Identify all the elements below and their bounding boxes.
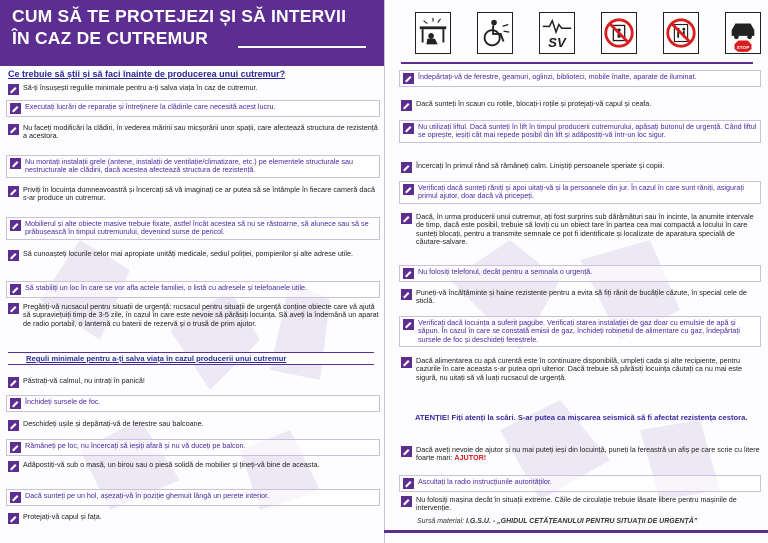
list-item <box>8 124 380 141</box>
pencil-check-icon <box>403 319 414 330</box>
item-text: Deschideți ușile și depărtați-vă de ferestre sau balcoane. <box>23 419 204 428</box>
list-item <box>401 357 761 382</box>
pencil-check-icon <box>8 250 19 261</box>
item-text: Nu faceți modificări la clădiri, în vederea măririi sau micșorării unor spații, care afectează structura de rezistență a acestora. <box>23 123 378 141</box>
pencil-check-icon <box>401 162 412 173</box>
pencil-check-icon <box>8 420 19 431</box>
warning-note: ATENȚIE! Fiți atenți la scări. S-ar putea ca mișcarea seismică să fi afectat rezistența cestora. <box>415 413 748 422</box>
pencil-check-icon <box>8 303 19 314</box>
item-text: Să stabiliți un loc în care se vor afla actele familiei, o listă cu adresele și telefoanele utile. <box>25 283 308 292</box>
right-column <box>384 0 768 543</box>
pencil-check-icon <box>10 220 21 231</box>
title-banner <box>0 0 384 66</box>
item-text: Nu utilizați liftul. Dacă sunteți în lift în timpul producerii cutremurului, apăsați butonul de urgență. Când liftul se oprește, ieșiți cât mai repede posibil din lift și adăpostiți-vă într-un loc sigur. <box>418 122 757 140</box>
item-text: Ascultați la radio instrucțiunile autorităților. <box>418 477 552 486</box>
source-note <box>417 518 697 525</box>
list-item <box>399 70 761 87</box>
stop-label: STOP <box>736 46 750 52</box>
pencil-check-icon <box>10 492 21 503</box>
pencil-check-icon <box>10 398 21 409</box>
item-text: Nu montați instalații grele (antene, instalații de ventilație/climatizare, etc.) pe elementele structurale sau nestructurale ale clădirii, dacă acestea afectează structura de rezistență. <box>25 157 353 175</box>
pencil-check-icon <box>401 446 412 457</box>
item-text: Verificați dacă locuința a suferit pagube. Verificați starea instalației de gaz doar cu emulsie de apă și săpun. În cazul în care se constată emisii de gaz, închideți robinetul de alimentare cu gaz, îndepărtați sursele de foc și deschideți ferestrele. <box>418 318 741 344</box>
list-item <box>399 475 761 492</box>
list-item <box>399 265 761 282</box>
list-item <box>6 395 380 412</box>
list-item <box>8 420 380 431</box>
sv-label: SV <box>548 35 566 51</box>
item-text: Mobilierul și alte obiecte masive trebuie fixate, astfel încât acestea să nu se răstoarne, să alunece sau să se prăbușească în timpul cutremurului, devenind surse de pericol. <box>25 219 369 237</box>
sub-heading-during: Reguli minimale pentru a-ți salva viața în cazul producerii unui cutremur <box>8 352 374 365</box>
divider <box>401 62 753 64</box>
pencil-check-icon <box>401 496 412 507</box>
list-item <box>401 162 761 173</box>
item-text-main: Dacă aveți nevoie de ajutor și nu mai puteți ieși din locuință, puneți la fereastră un afiș pe care scrie cu litere foarte mari: <box>416 445 760 463</box>
item-text: Nu folosiți mașina decât în situații extreme. Căile de circulație trebuie lăsate libere pentru mașinile de intervenție. <box>416 495 737 513</box>
pencil-check-icon <box>10 158 21 169</box>
help-sign-text: AJUTOR! <box>454 453 487 463</box>
list-item <box>6 439 380 456</box>
list-item <box>8 513 380 524</box>
page-title-line2: ÎN CAZ DE CUTREMUR <box>12 28 209 48</box>
item-text: Verificați dacă sunteți răniți și apoi uitați-vă și la persoanele din jur. În cazul în care sunt răniți, asigurați primul ajutor, doar dacă vă pricepeți. <box>418 183 745 201</box>
item-text: Încercați în primul rând să rămâneți calm. Liniștiți persoanele speriate și copiii. <box>416 161 665 170</box>
pencil-check-icon <box>403 268 414 279</box>
pencil-check-icon <box>8 377 19 388</box>
list-item <box>6 281 380 298</box>
item-text: Priviți în locuința dumneavoastră și încercați să vă imaginați ce ar putea să se întâmple în fiecare cameră dacă s-ar produce un cutremur. <box>23 185 375 203</box>
wheelchair-lock-icon <box>477 12 513 54</box>
item-text: Dacă alimentarea cu apă curentă este în continuare disponibilă, umpleți cada și alte recipiente, pentru cazurile în care aceasta s-ar putea opri ulterior. Dacă trebuie să părăsiți locuința căutați ca nu mai este sigură, nu uitați să vă luați rucsacul de urgență. <box>416 356 743 382</box>
pencil-check-icon <box>401 213 412 224</box>
pencil-check-icon <box>403 73 414 84</box>
item-text <box>416 446 761 463</box>
list-item <box>401 446 761 463</box>
list-item <box>8 303 380 328</box>
list-item <box>8 84 380 95</box>
list-item <box>8 377 380 388</box>
source-text: I.G.S.U. - „GHIDUL CETĂȚEANULUI PENTRU SITUAȚII DE URGENȚĂ” <box>466 518 698 525</box>
pencil-check-icon <box>403 478 414 489</box>
item-text: Îndepărtați-vă de ferestre, geamuri, oglinzi, biblioteci, mobile înalte, aparate de iluminat. <box>418 72 697 81</box>
bottom-stripe <box>384 530 768 533</box>
page-title-line1: CUM SĂ TE PROTEJEZI ȘI SĂ INTERVII <box>12 6 347 26</box>
cover-under-table-icon <box>415 12 451 54</box>
title-rule <box>238 46 366 48</box>
pencil-check-icon <box>403 184 414 195</box>
pencil-check-icon <box>8 186 19 197</box>
item-text: Pregătiți-vă rucsacul pentru situații de urgență: rucsacul pentru situații de urgență conține obiecte care vă ajută să supraviețuiți timp de 3-5 zile, în cazul în care este nevoie să părăsiți locuința. Să aveți la îndemână un aparat de radio portabil, o lanternă cu baterii de rezervă și o trusă de prim ajutor. <box>23 302 379 328</box>
list-item <box>6 155 380 178</box>
stop-car-icon <box>725 12 761 54</box>
item-text: Puneți-vă încălțăminte și haine rezistente pentru a evita să fiți rănit de bucățile căzute, în special cele de sticlă. <box>416 288 747 306</box>
item-text: Dacă, în urma producerii unui cutremur, ați fost surprins sub dărâmături sau în incinte, la anumite intervale de timp, dacă este posibil, trebuie să loviți cu un obiect tare în partea cea mai compactă a locului în care sunteți blocați, pentru a transmite semnale ce pot fi identificate și localizate de aparatura specială de căutare-salvare. <box>416 212 754 247</box>
no-elevator-icon <box>601 12 637 54</box>
item-text: Executați lucrări de reparație și întreținere la clădirile care necesită acest lucru. <box>25 102 276 111</box>
list-item <box>401 213 761 247</box>
pencil-check-icon <box>8 513 19 524</box>
list-item <box>8 250 380 261</box>
no-stairs-run-icon <box>663 12 699 54</box>
pencil-check-icon <box>10 284 21 295</box>
source-label: Sursă material: <box>417 518 465 525</box>
item-text: Închideți sursele de foc. <box>25 397 101 406</box>
item-text: Să-ți însușești regulile minimale pentru a-ți salva viața în caz de cutremur. <box>23 83 258 92</box>
item-text: Protejați-vă capul și fața. <box>23 512 102 521</box>
pencil-check-icon <box>8 84 19 95</box>
pencil-check-icon <box>403 123 414 134</box>
pencil-check-icon <box>401 357 412 368</box>
list-item <box>6 100 380 117</box>
list-item <box>8 461 380 472</box>
list-item <box>8 186 380 203</box>
item-text: Nu folosiți telefonul, decât pentru a semnala o urgență. <box>418 267 593 276</box>
item-text: Adăpostiți-vă sub o masă, un birou sau o piesă solidă de mobilier și țineți-vă bine de aceasta. <box>23 460 320 469</box>
item-text: Să cunoașteți locurile celor mai apropiate unități medicale, sediul poliției, pompierilor și alte adrese utile. <box>23 249 353 258</box>
section-heading-before: Ce trebuie să știi și să faci înainte de producerea unui cutremur? <box>8 69 286 79</box>
list-item <box>399 316 761 347</box>
pencil-check-icon <box>8 124 19 135</box>
item-text: Păstrați-vă calmul, nu intrați în panică! <box>23 376 145 385</box>
pencil-check-icon <box>401 289 412 300</box>
pencil-check-icon <box>401 100 412 111</box>
pencil-check-icon <box>8 461 19 472</box>
list-item <box>6 489 380 506</box>
list-item <box>401 289 761 306</box>
list-item <box>399 120 761 143</box>
item-text: Dacă sunteți pe un hol, așezați-vă în poziție ghemuit lângă un perete interior. <box>25 491 270 500</box>
item-text: Dacă sunteți în scaun cu rotile, blocați-i roțile și protejați-vă capul și ceafa. <box>416 99 652 108</box>
list-item <box>6 217 380 240</box>
list-item <box>399 181 761 204</box>
list-item <box>401 100 761 111</box>
item-text: Rămâneți pe loc, nu încercați să ieșiți afară și nu vă duceți pe balcon. <box>25 441 246 450</box>
sv-pulse-icon <box>539 12 575 54</box>
list-item <box>401 496 761 513</box>
pencil-check-icon <box>10 103 21 114</box>
pencil-check-icon <box>10 442 21 453</box>
